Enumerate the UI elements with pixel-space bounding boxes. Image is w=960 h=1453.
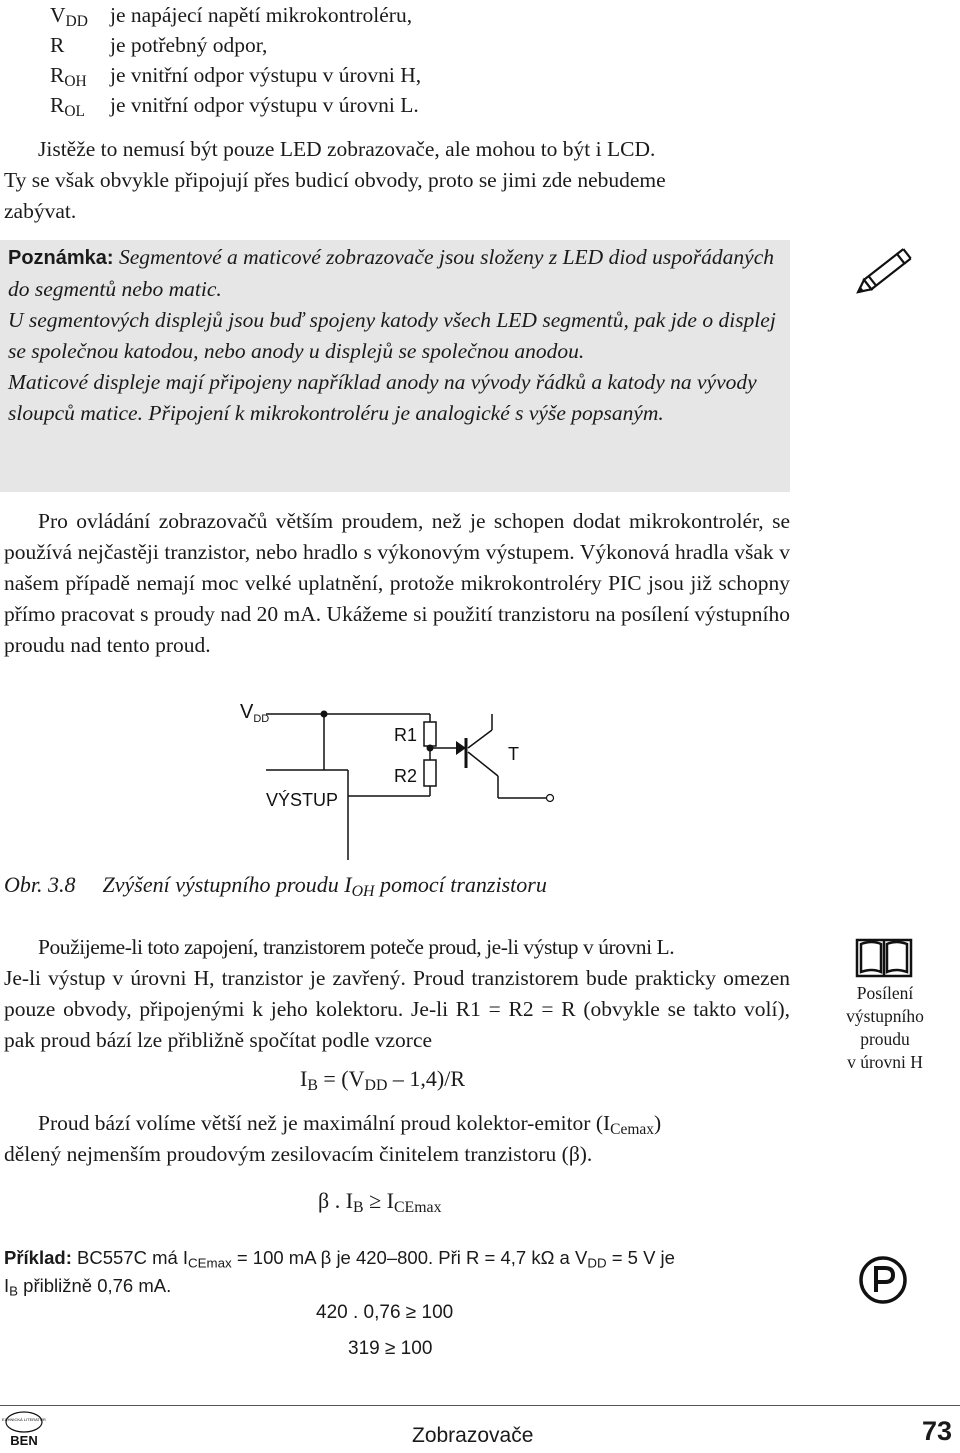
definition-text: je vnitřní odpor výstupu v úrovni L. [110, 93, 419, 117]
formula-beta [318, 1188, 441, 1214]
formula-sub: B [353, 1198, 364, 1216]
margin-note-line: výstupního [846, 1006, 924, 1026]
symbol-sub: OH [64, 72, 87, 90]
definition-text: je napájecí napětí mikrokontroléru, [110, 3, 413, 27]
example-line [4, 1272, 794, 1300]
note-label: Poznámka: [8, 247, 114, 269]
caption-number: Obr. 3.8 [4, 872, 76, 897]
example-sub: B [9, 1283, 19, 1299]
symbol-sub: DD [65, 12, 88, 30]
caption-text-end: pomocí tranzistoru [374, 872, 547, 897]
logo-text: TECHNICKÁ LITERATURA [2, 1417, 46, 1422]
footer-chapter-title: Zobrazovače [412, 1424, 534, 1447]
note-paragraph: U segmentových displejů jsou buď spojeny katody všech LED segmentů, pak jde o displej se společnou katodou, nebo anody u displejů se společnou anodou. [8, 308, 776, 363]
paragraph-beta [4, 1108, 794, 1170]
paragraph-text: Pro ovládání zobrazovačů větším proudem, než je schopen dodat mikrokontrolér, se používá nejčastěji tranzistor, nebo hradlo s výkonovým výstupem. Výkonová hradla však v našem případě nemají moc velké uplatnění, protože mikrokontroléry PIC jsou již schopny přímo pracovat s proudy nad 20 mA. Ukážeme si použití tranzistoru na posílení výstupního proudu nad tento proud. [4, 509, 790, 657]
symbol-main: V [50, 3, 66, 27]
definition-symbol [50, 0, 88, 30]
transistor-label: T [508, 744, 519, 764]
vdd-label-sub: DD [253, 713, 270, 725]
logo-name: BEN [10, 1433, 38, 1448]
paragraph-explanation [4, 932, 790, 1056]
paragraph-line: Jistěže to nemusí být pouze LED zobrazovače, ale mohou to být i LCD. [38, 137, 656, 161]
r2-label: R2 [394, 766, 418, 786]
note-text: Segmentové a maticové zobrazovače jsou složeny z LED diod uspořádaných do segmentů nebo matic. [8, 245, 775, 301]
vdd-label [240, 701, 269, 725]
definition-text: je potřebný odpor, [110, 33, 268, 57]
output-label: VÝSTUP [266, 790, 339, 810]
paragraph-line: Ty se však obvykle připojují přes budicí obvody, proto se jimi zde nebudeme [4, 168, 666, 192]
note-paragraph [8, 242, 784, 305]
symbol-main: R [50, 93, 65, 117]
symbol-main: R [50, 33, 65, 57]
paragraph-line [4, 1108, 794, 1139]
example-sub: DD [587, 1255, 607, 1271]
note-content [8, 242, 784, 429]
pencil-icon [852, 246, 922, 298]
formula-sub: CEmax [394, 1198, 442, 1216]
definition-symbol [50, 30, 64, 60]
example-line [4, 1244, 794, 1272]
formula-base-current [300, 1066, 465, 1092]
example-calculation: 420 . 0,76 ≥ 100 [316, 1302, 454, 1323]
margin-note-line: Posílení [856, 983, 914, 1003]
vdd-label-main: V [240, 701, 254, 723]
circuit-diagram [230, 690, 570, 870]
example-text: = 5 V je [606, 1247, 675, 1268]
symbol-main: R [50, 63, 65, 87]
example-sub: CEmax [188, 1255, 232, 1271]
paragraph-line: Použijeme-li toto zapojení, tranzistorem poteče proud, je-li výstup v úrovni L. [38, 935, 675, 959]
note-box [0, 240, 790, 492]
formula-part: – 1,4)/R [387, 1066, 466, 1091]
formula-part: β . I [318, 1188, 354, 1213]
formula-part: = (V [317, 1066, 365, 1091]
margin-note-line: proudu [860, 1029, 910, 1049]
caption-text: Zvýšení výstupního proudu I [102, 872, 352, 897]
note-paragraph: Maticové displeje mají připojeny například anody na vývody řádků a katody na vývody sloupců matice. Připojení k mikrokontroléru je analogické s výše popsaným. [8, 370, 757, 425]
page-number: 73 [922, 1416, 953, 1446]
example-text: I [4, 1275, 10, 1296]
caption-sub: OH [351, 882, 375, 900]
definition-row [20, 60, 720, 90]
example-block [4, 1244, 794, 1300]
margin-note-line: v úrovni H [847, 1052, 923, 1072]
formula-sub: DD [364, 1076, 388, 1094]
definition-symbol [50, 90, 85, 120]
paragraph-sub: Cemax [610, 1120, 654, 1138]
example-text: = 100 mA β je 420–800. Při R = 4,7 kΩ a V [231, 1247, 588, 1268]
symbol-sub: OL [64, 102, 85, 120]
example-p-icon [857, 1254, 909, 1306]
paragraph-text: Je-li výstup v úrovni H, tranzistor je zavřený. Proud tranzistorem bude prakticky omezen pouze obvody, připojenými k jeho kolektoru. Je-li R1 = R2 = R (obvykle se takto volí), pak proud bází lze přibližně spočítat podle vzorce [4, 966, 790, 1052]
formula-part: I [300, 1066, 308, 1091]
example-text: BC557C má I [71, 1247, 189, 1268]
definition-row [20, 90, 720, 120]
publisher-logo [2, 1410, 46, 1448]
footer-rule [0, 1405, 960, 1406]
paragraph-text-end: ) [653, 1111, 662, 1135]
paragraph-text: Proud bází volíme větší než je maximální proud kolektor-emitor (I [38, 1111, 611, 1135]
paragraph-line: dělený nejmenším proudovým zesilovacím činitelem tranzistoru (β). [4, 1142, 593, 1166]
definitions-list [20, 0, 720, 120]
paragraph-intro [4, 134, 790, 227]
definition-text: je vnitřní odpor výstupu v úrovni H, [110, 63, 422, 87]
book-icon [853, 936, 915, 980]
example-calculation: 319 ≥ 100 [348, 1338, 433, 1359]
paragraph-line: zabývat. [4, 199, 77, 223]
margin-note [830, 982, 940, 1074]
r1-label: R1 [394, 725, 418, 745]
definition-row [20, 30, 720, 60]
definition-symbol [50, 60, 87, 90]
formula-sub: B [307, 1076, 318, 1094]
paragraph-main [4, 506, 790, 661]
example-label: Příklad: [4, 1247, 72, 1268]
figure-caption [4, 872, 547, 898]
example-text: přibližně 0,76 mA. [18, 1275, 172, 1296]
formula-part: ≥ I [363, 1188, 394, 1213]
definition-row [20, 0, 720, 30]
